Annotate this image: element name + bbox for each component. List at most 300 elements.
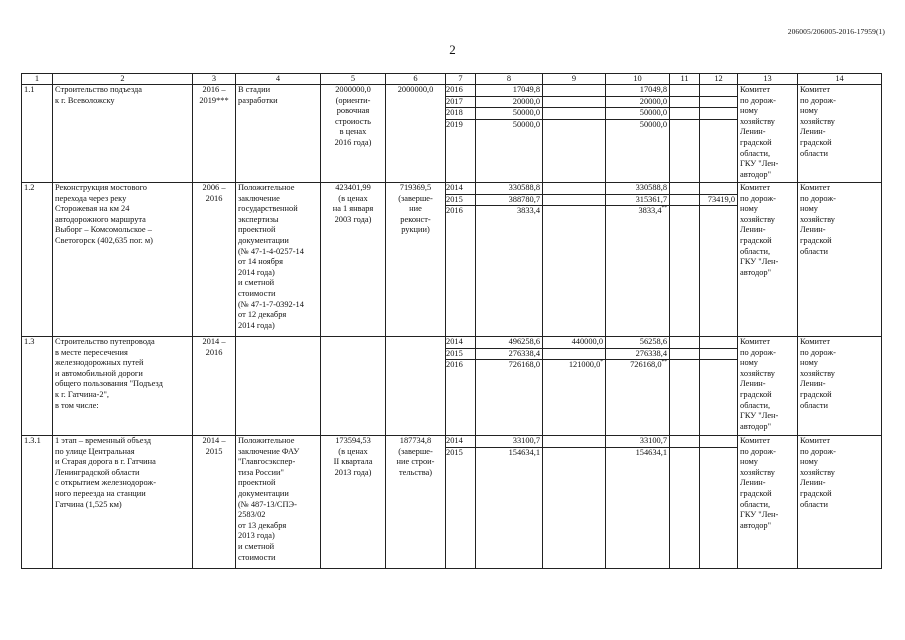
period-line: 2016 bbox=[205, 193, 223, 203]
current-cost-line: 2000000,0 bbox=[397, 85, 434, 94]
col-header: 5 bbox=[321, 74, 386, 85]
customer-line: ному bbox=[740, 457, 758, 467]
customer-line: Ленин- bbox=[740, 225, 766, 235]
federal-funding-value bbox=[543, 195, 605, 207]
object-name-line: в том числе: bbox=[55, 400, 99, 410]
year-value: 2016 bbox=[446, 360, 463, 370]
regional-funding-value: 50000,0 bbox=[606, 108, 669, 120]
estimated-cost-line: II квартала bbox=[333, 457, 373, 467]
local-funding-value bbox=[670, 448, 699, 459]
footnote-mark: * bbox=[600, 359, 603, 366]
documentation-line: 2014 года) bbox=[238, 267, 275, 277]
object-name-line: 1 этап – временный объезд bbox=[55, 436, 151, 445]
object-name-line: Ленинградской области bbox=[55, 467, 140, 477]
funds-receiver-line: градской bbox=[800, 235, 832, 245]
documentation-line: и сметной bbox=[238, 541, 275, 551]
local-funding-value bbox=[670, 436, 699, 448]
documentation-line: заключение bbox=[238, 193, 280, 203]
estimated-cost-line: (ориенти- bbox=[335, 95, 371, 105]
other-funding-value bbox=[700, 337, 737, 349]
funds-receiver-line: градской bbox=[800, 488, 832, 498]
total-funding-value: 50000,0 bbox=[476, 108, 542, 120]
regional-funding-value: 33100,7 bbox=[606, 436, 669, 448]
object-name-cell bbox=[53, 436, 193, 569]
period-cell bbox=[193, 337, 236, 436]
documentation-line: Положительное bbox=[238, 436, 295, 445]
estimated-cost-line: в ценах bbox=[339, 127, 367, 137]
documentation-line: 2583/02 bbox=[238, 510, 266, 520]
documentation-line: экспертизы bbox=[238, 214, 279, 224]
documentation-line: от 14 ноября bbox=[238, 257, 283, 267]
current-cost-line: (заверше- bbox=[398, 446, 433, 456]
customer-line: Комитет bbox=[740, 183, 771, 192]
documentation-line: "Главгосэкспер- bbox=[238, 457, 296, 467]
period-line: 2014 – bbox=[202, 436, 226, 445]
regional-funding-value: 20000,0 bbox=[606, 97, 669, 109]
local-funding-value bbox=[670, 183, 699, 195]
local-funding-value bbox=[670, 97, 699, 109]
funds-receiver-line: Ленин- bbox=[800, 225, 826, 235]
funds-receiver-line: ному bbox=[800, 358, 818, 368]
funds-receiver-line: области bbox=[800, 246, 828, 256]
local-funding-cell bbox=[670, 337, 700, 436]
customer-line: автодор" bbox=[740, 169, 772, 179]
other-funding-cell bbox=[700, 85, 738, 183]
customer-line: ГКУ "Лен- bbox=[740, 257, 779, 267]
col-header: 8 bbox=[476, 74, 543, 85]
funds-receiver-cell bbox=[798, 337, 882, 436]
customer-line: по дорож- bbox=[740, 446, 776, 456]
object-name-line: перехода через реку bbox=[55, 193, 127, 203]
years-cell bbox=[446, 337, 476, 436]
year-value: 2014 bbox=[446, 436, 475, 448]
customer-line: ному bbox=[740, 106, 758, 116]
period-line: 2006 – bbox=[202, 183, 226, 192]
documentation-line: (№ 487-13/СПЭ- bbox=[238, 499, 297, 509]
current-cost-cell bbox=[386, 436, 446, 569]
total-funding-value: 33100,7 bbox=[476, 436, 542, 448]
col-header: 13 bbox=[738, 74, 798, 85]
estimated-cost-line: 173594,53 bbox=[335, 436, 371, 445]
federal-funding-value bbox=[543, 85, 605, 97]
customer-line: градской bbox=[740, 137, 772, 147]
period-cell bbox=[193, 183, 236, 337]
funds-receiver-line: Комитет bbox=[800, 436, 831, 445]
other-funding-cell bbox=[700, 183, 738, 337]
item-number-cell: 1.2 bbox=[22, 183, 53, 337]
other-funding-value bbox=[700, 97, 737, 109]
federal-funding-value: 121000,0* bbox=[568, 359, 603, 370]
customer-line: Комитет bbox=[740, 85, 771, 94]
period-line: 2019*** bbox=[199, 95, 229, 105]
documentation-line: документации bbox=[238, 488, 289, 498]
current-cost-cell bbox=[386, 85, 446, 183]
item-number-cell: 1.3 bbox=[22, 337, 53, 436]
year-value: 2014 bbox=[446, 337, 475, 349]
federal-funding-value bbox=[543, 436, 605, 448]
other-funding-value bbox=[700, 448, 737, 459]
federal-funding-value bbox=[543, 349, 605, 361]
local-funding-cell bbox=[670, 85, 700, 183]
current-cost-line: (заверше- bbox=[398, 193, 433, 203]
object-name-line: Гатчина (1,525 км) bbox=[55, 499, 122, 509]
funds-receiver-line: градской bbox=[800, 137, 832, 147]
local-funding-value bbox=[670, 85, 699, 97]
documentation-line: проектной bbox=[238, 478, 276, 488]
current-cost-line: ние строи- bbox=[396, 457, 435, 467]
object-name-line: общего пользования "Подъезд bbox=[55, 379, 163, 389]
object-name-line: Строительство подъезда bbox=[55, 85, 143, 94]
federal-funding-value bbox=[543, 108, 605, 120]
table-row bbox=[22, 183, 882, 337]
current-cost-line: рукции) bbox=[401, 225, 430, 235]
object-name-line: Сторожевая на км 24 bbox=[55, 204, 130, 214]
other-funding-cell bbox=[700, 436, 738, 569]
current-cost-line: 187734,8 bbox=[399, 436, 432, 445]
total-funding-value: 388780,7 bbox=[476, 195, 542, 207]
funds-receiver-line: Ленин- bbox=[800, 127, 826, 137]
estimated-cost-cell bbox=[321, 85, 386, 183]
other-funding-value bbox=[700, 349, 737, 361]
object-name-line: и автомобильной дороги bbox=[55, 368, 143, 378]
object-name-line: с открытием железнодорож- bbox=[55, 478, 157, 488]
documentation-line: стоимости bbox=[238, 288, 276, 298]
local-funding-value bbox=[670, 108, 699, 120]
total-funding-cell bbox=[476, 436, 543, 569]
funds-receiver-line: области bbox=[800, 148, 828, 158]
object-name-cell bbox=[53, 337, 193, 436]
funds-receiver-line: ному bbox=[800, 457, 818, 467]
estimated-cost-line: 2013 года) bbox=[334, 467, 372, 477]
federal-funding-cell bbox=[543, 183, 606, 337]
documentation-line: заключение ФАУ bbox=[238, 446, 300, 456]
regional-funding-cell bbox=[606, 337, 670, 436]
other-funding-value bbox=[700, 85, 737, 97]
table-body bbox=[22, 85, 882, 569]
regional-funding-value: 726168,0** bbox=[630, 359, 667, 370]
funds-receiver-line: по дорож- bbox=[800, 193, 836, 203]
year-value: 2019 bbox=[446, 119, 463, 129]
federal-funding-value bbox=[543, 120, 605, 131]
total-funding-value: 154634,1 bbox=[508, 447, 540, 457]
object-name-cell bbox=[53, 85, 193, 183]
funds-receiver-line: градской bbox=[800, 389, 832, 399]
other-funding-value bbox=[700, 360, 737, 371]
funds-receiver-line: хозяйству bbox=[800, 214, 835, 224]
period-cell bbox=[193, 436, 236, 569]
footnote-mark: ** bbox=[661, 359, 667, 366]
customer-line: ГКУ "Лен- bbox=[740, 411, 779, 421]
documentation-cell bbox=[236, 85, 321, 183]
total-funding-value: 17049,8 bbox=[476, 85, 542, 97]
table-row bbox=[22, 436, 882, 569]
total-funding-value: 20000,0 bbox=[476, 97, 542, 109]
customer-line: автодор" bbox=[740, 421, 772, 431]
local-funding-value bbox=[670, 206, 699, 217]
customer-line: автодор" bbox=[740, 520, 772, 530]
documentation-line: проектной bbox=[238, 225, 276, 235]
period-line: 2015 bbox=[205, 446, 223, 456]
col-header: 6 bbox=[386, 74, 446, 85]
funds-receiver-line: хозяйству bbox=[800, 116, 835, 126]
documentation-line: Положительное bbox=[238, 183, 295, 192]
year-value: 2015 bbox=[446, 447, 463, 457]
object-name-line: по улице Центральная bbox=[55, 446, 135, 456]
other-funding-value bbox=[700, 183, 737, 195]
total-funding-cell bbox=[476, 183, 543, 337]
documentation-line: документации bbox=[238, 235, 289, 245]
total-funding-cell bbox=[476, 337, 543, 436]
current-cost-cell bbox=[386, 183, 446, 337]
funds-receiver-line: Ленин- bbox=[800, 379, 826, 389]
estimated-cost-cell bbox=[321, 436, 386, 569]
current-cost-line: реконст- bbox=[400, 214, 431, 224]
documentation-line: (№ 47-1-4-0257-14 bbox=[238, 246, 304, 256]
estimated-cost-cell bbox=[321, 183, 386, 337]
years-cell bbox=[446, 85, 476, 183]
object-name-line: автодорожного маршрута bbox=[55, 214, 146, 224]
period-cell bbox=[193, 85, 236, 183]
customer-line: Ленин- bbox=[740, 379, 766, 389]
object-name-line: Реконструкция мостового bbox=[55, 183, 147, 192]
object-name-line: Светогорск (402,635 пог. м) bbox=[55, 235, 153, 245]
customer-line: области, bbox=[740, 246, 771, 256]
document-code: 206005/206005-2016-17959(1) bbox=[787, 27, 885, 36]
customer-line: хозяйству bbox=[740, 214, 775, 224]
col-header: 12 bbox=[700, 74, 738, 85]
page-number: 2 bbox=[449, 42, 456, 57]
year-value: 2016 bbox=[446, 85, 475, 97]
customer-line: хозяйству bbox=[740, 368, 775, 378]
col-header: 1 bbox=[22, 74, 53, 85]
federal-funding-value bbox=[543, 448, 605, 459]
customer-line: градской bbox=[740, 389, 772, 399]
customer-cell bbox=[738, 337, 798, 436]
estimated-cost-line: 2016 года) bbox=[334, 137, 372, 147]
other-funding-value bbox=[700, 436, 737, 448]
table-row bbox=[22, 85, 882, 183]
col-header: 4 bbox=[236, 74, 321, 85]
local-funding-value bbox=[670, 195, 699, 207]
federal-funding-value bbox=[543, 183, 605, 195]
local-funding-value bbox=[670, 349, 699, 361]
total-funding-cell bbox=[476, 85, 543, 183]
period-line: 2016 bbox=[205, 347, 223, 357]
customer-cell bbox=[738, 85, 798, 183]
customer-line: области, bbox=[740, 499, 771, 509]
total-funding-value: 50000,0 bbox=[512, 119, 540, 129]
documentation-line: и сметной bbox=[238, 278, 275, 288]
funds-receiver-line: Ленин- bbox=[800, 478, 826, 488]
local-funding-value bbox=[670, 337, 699, 349]
col-header: 2 bbox=[53, 74, 193, 85]
years-cell bbox=[446, 436, 476, 569]
documentation-line: 2013 года) bbox=[238, 531, 275, 541]
item-number-cell: 1.1 bbox=[22, 85, 53, 183]
local-funding-cell bbox=[670, 436, 700, 569]
estimated-cost-line: 2000000,0 bbox=[335, 85, 371, 94]
customer-line: градской bbox=[740, 488, 772, 498]
table-row bbox=[22, 337, 882, 436]
regional-funding-value: 17049,8 bbox=[606, 85, 669, 97]
funds-receiver-line: по дорож- bbox=[800, 95, 836, 105]
regional-funding-value: 3833,4** bbox=[638, 205, 667, 216]
object-name-line: ного переезда на станции bbox=[55, 488, 146, 498]
year-value: 2018 bbox=[446, 108, 475, 120]
documentation-cell bbox=[236, 436, 321, 569]
customer-line: по дорож- bbox=[740, 347, 776, 357]
documentation-line: государственной bbox=[238, 204, 298, 214]
regional-funding-value: 50000,0 bbox=[639, 119, 667, 129]
current-cost-cell bbox=[386, 337, 446, 436]
year-value: 2014 bbox=[446, 183, 475, 195]
funds-receiver-line: ному bbox=[800, 106, 818, 116]
column-number-row bbox=[22, 74, 882, 85]
funds-receiver-line: Комитет bbox=[800, 183, 831, 192]
object-name-line: к г. Гатчина-2", bbox=[55, 389, 110, 399]
documentation-line: от 13 декабря bbox=[238, 520, 287, 530]
funds-receiver-cell bbox=[798, 85, 882, 183]
documentation-line: (№ 47-1-7-0392-14 bbox=[238, 299, 304, 309]
estimated-cost-line: строиость bbox=[335, 116, 371, 126]
total-funding-value: 726168,0 bbox=[508, 360, 540, 370]
regional-funding-value: 154634,1 bbox=[635, 447, 667, 457]
years-cell bbox=[446, 183, 476, 337]
col-header: 14 bbox=[798, 74, 882, 85]
documentation-line: В стадии bbox=[238, 85, 271, 94]
funds-receiver-cell bbox=[798, 183, 882, 337]
funds-receiver-line: области bbox=[800, 400, 828, 410]
regional-funding-cell bbox=[606, 85, 670, 183]
total-funding-value: 330588,8 bbox=[476, 183, 542, 195]
object-name-line: в месте пересечения bbox=[55, 347, 128, 357]
customer-line: ГКУ "Лен- bbox=[740, 510, 779, 520]
regional-funding-value: 330588,8 bbox=[606, 183, 669, 195]
col-header: 7 bbox=[446, 74, 476, 85]
customer-line: автодор" bbox=[740, 267, 772, 277]
local-funding-value bbox=[670, 360, 699, 371]
year-value: 2015 bbox=[446, 349, 475, 361]
program-table bbox=[21, 73, 882, 569]
funds-receiver-line: области bbox=[800, 499, 828, 509]
customer-cell bbox=[738, 436, 798, 569]
col-header: 9 bbox=[543, 74, 606, 85]
customer-line: Ленин- bbox=[740, 127, 766, 137]
documentation-line: разработки bbox=[238, 95, 278, 105]
year-value: 2017 bbox=[446, 97, 475, 109]
estimated-cost-line: (в ценах bbox=[338, 193, 368, 203]
customer-line: Комитет bbox=[740, 436, 771, 445]
customer-line: области, bbox=[740, 148, 771, 158]
customer-line: градской bbox=[740, 235, 772, 245]
object-name-line: Строительство путепровода bbox=[55, 337, 155, 346]
item-number-cell: 1.3.1 bbox=[22, 436, 53, 569]
customer-cell bbox=[738, 183, 798, 337]
regional-funding-cell bbox=[606, 436, 670, 569]
col-header: 10 bbox=[606, 74, 670, 85]
regional-funding-cell bbox=[606, 183, 670, 337]
funds-receiver-line: по дорож- bbox=[800, 446, 836, 456]
current-cost-line: 719369,5 bbox=[399, 183, 432, 192]
col-header: 11 bbox=[670, 74, 700, 85]
funds-receiver-cell bbox=[798, 436, 882, 569]
federal-funding-value bbox=[543, 206, 605, 217]
total-funding-value: 496258,6 bbox=[476, 337, 542, 349]
customer-line: ГКУ "Лен- bbox=[740, 159, 779, 169]
documentation-line: стоимости bbox=[238, 552, 276, 562]
local-funding-value bbox=[670, 120, 699, 131]
object-name-cell bbox=[53, 183, 193, 337]
funds-receiver-line: хозяйству bbox=[800, 368, 835, 378]
period-line: 2014 – bbox=[202, 337, 226, 346]
regional-funding-value: 276338,4 bbox=[606, 349, 669, 361]
customer-line: Ленин- bbox=[740, 478, 766, 488]
customer-line: хозяйству bbox=[740, 116, 775, 126]
total-funding-value: 3833,4 bbox=[516, 206, 540, 216]
documentation-line: от 12 декабря bbox=[238, 310, 287, 320]
customer-line: хозяйству bbox=[740, 467, 775, 477]
estimated-cost-line: (в ценах bbox=[338, 446, 368, 456]
regional-funding-value: 56258,6 bbox=[606, 337, 669, 349]
estimated-cost-line: 2003 года) bbox=[334, 214, 372, 224]
estimated-cost-line: на 1 января bbox=[332, 204, 374, 214]
period-line: 2016 – bbox=[202, 85, 226, 94]
documentation-cell bbox=[236, 337, 321, 436]
total-funding-value: 276338,4 bbox=[476, 349, 542, 361]
funds-receiver-line: Комитет bbox=[800, 85, 831, 94]
federal-funding-value: 440000,0 bbox=[543, 337, 605, 349]
year-value: 2016 bbox=[446, 206, 463, 216]
funds-receiver-line: хозяйству bbox=[800, 467, 835, 477]
other-funding-value bbox=[700, 206, 737, 217]
object-name-line: к г. Всеволожску bbox=[55, 95, 115, 105]
other-funding-value bbox=[700, 120, 737, 131]
footnote-mark: ** bbox=[661, 205, 667, 212]
documentation-line: тиза России" bbox=[238, 467, 284, 477]
customer-line: области, bbox=[740, 400, 771, 410]
regional-funding-value: 315361,7 bbox=[606, 195, 669, 207]
object-name-line: железнодорожных путей bbox=[55, 358, 144, 368]
customer-line: ному bbox=[740, 358, 758, 368]
local-funding-cell bbox=[670, 183, 700, 337]
customer-line: по дорож- bbox=[740, 95, 776, 105]
funds-receiver-line: ному bbox=[800, 204, 818, 214]
estimated-cost-line: ровочная bbox=[336, 106, 370, 116]
current-cost-line: ние bbox=[409, 204, 422, 214]
federal-funding-value bbox=[543, 97, 605, 109]
federal-funding-cell bbox=[543, 85, 606, 183]
funds-receiver-line: по дорож- bbox=[800, 347, 836, 357]
other-funding-value bbox=[700, 108, 737, 120]
estimated-cost-line: 423401,99 bbox=[335, 183, 371, 192]
documentation-cell bbox=[236, 183, 321, 337]
other-funding-value: 73419,0 bbox=[700, 195, 737, 207]
current-cost-line: тельства) bbox=[398, 467, 433, 477]
customer-line: ному bbox=[740, 204, 758, 214]
estimated-cost-cell bbox=[321, 337, 386, 436]
customer-line: по дорож- bbox=[740, 193, 776, 203]
object-name-line: Выборг – Комсомольское – bbox=[55, 225, 152, 235]
other-funding-cell bbox=[700, 337, 738, 436]
object-name-line: и Старая дорога в г. Гатчина bbox=[55, 457, 156, 467]
funds-receiver-line: Комитет bbox=[800, 337, 831, 346]
federal-funding-cell bbox=[543, 436, 606, 569]
documentation-line: 2014 года) bbox=[238, 320, 275, 330]
col-header: 3 bbox=[193, 74, 236, 85]
customer-line: Комитет bbox=[740, 337, 771, 346]
federal-funding-cell bbox=[543, 337, 606, 436]
year-value: 2015 bbox=[446, 195, 475, 207]
